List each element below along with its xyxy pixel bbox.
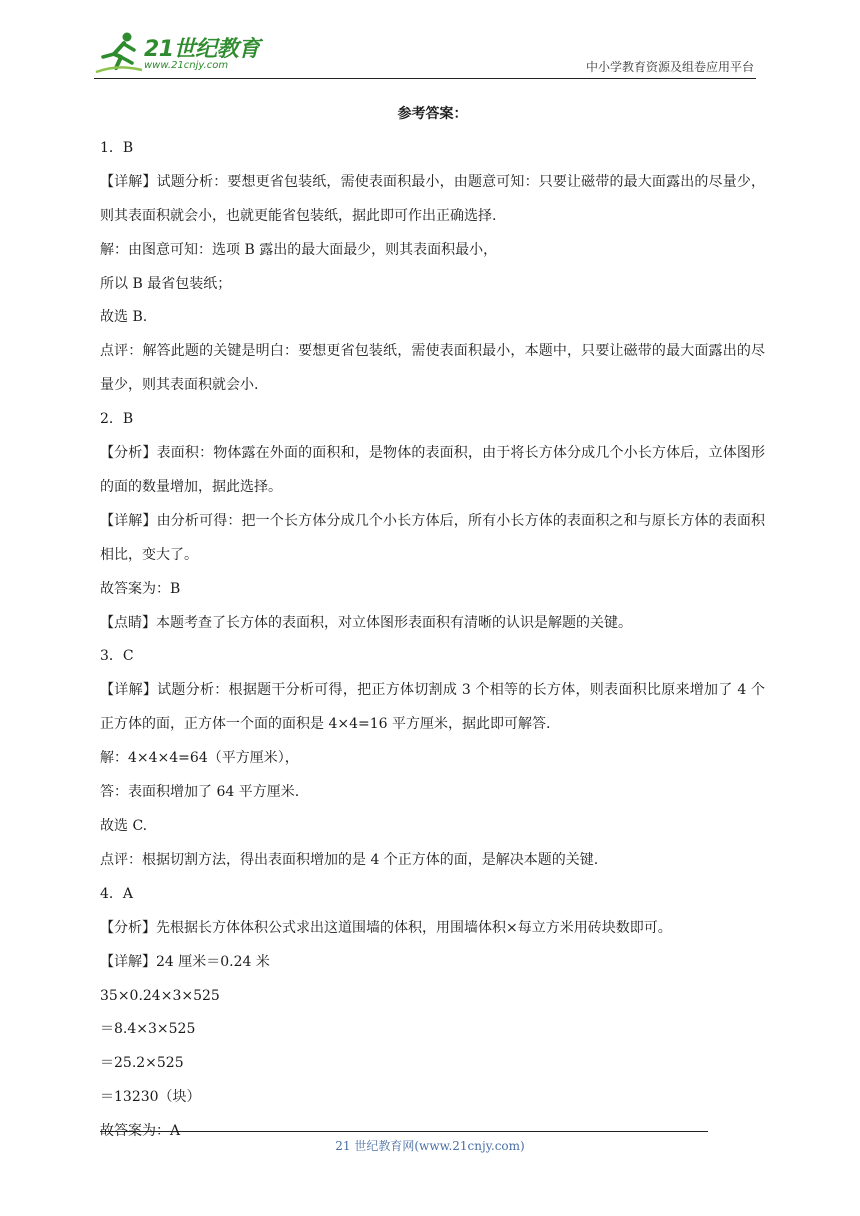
answer-line: 【分析】表面积：物体露在外面的面积和，是物体的表面积，由于将长方体分成几个小长方体后，立体图形的面的数量增加，据此选择。 [100, 445, 765, 495]
logo-brand-text: 21世纪教育 [144, 37, 260, 62]
runner-logo-icon [94, 30, 144, 76]
answer-line: 【详解】由分析可得：把一个长方体分成几个小长方体后，所有小长方体的表面积之和与原长方体的表面积相比，变大了。 [100, 512, 765, 563]
answer-line: 【点睛】本题考查了长方体的表面积，对立体图形表面积有清晰的认识是解题的关键。 [100, 614, 632, 631]
answer-line: ＝8.4×3×525 [100, 1021, 196, 1038]
answer-line: 答：表面积增加了 64 平方厘米. [100, 784, 300, 801]
answer-line: 【详解】试题分析：根据题干分析可得，把正方体切割成 3 个相等的长方体，则表面积比原来增加了 4 个正方体的面，正方体一个面的面积是 4×4=16 平方厘米，据此即可解答. [100, 682, 765, 733]
platform-name: 中小学教育资源及组卷应用平台 [585, 60, 754, 74]
footer-text: 21 世纪教育网(www.21cnjy.com) [335, 1139, 525, 1153]
answer-line: 故选 B. [100, 309, 148, 326]
answer-line: 点评：根据切割方法，得出表面积增加的是 4 个正方体的面，是解决本题的关键. [100, 851, 599, 868]
answer-line: 解：4×4×4=64（平方厘米）， [100, 750, 299, 767]
answer-line: 【详解】24 厘米＝0.24 米 [100, 953, 270, 970]
page-title: 参考答案： [397, 106, 468, 122]
answer-line: 3．C [100, 648, 134, 665]
answer-line: 【详解】试题分析：要想更省包装纸，需使表面积最小，由题意可知：只要让磁带的最大面露出的尽量少，则其表面积就会小，也就更能省包装纸，据此即可作出正确选择. [100, 173, 765, 224]
logo [94, 30, 264, 76]
answer-line: 故答案为：B [100, 580, 181, 597]
answer-content [100, 98, 765, 1149]
answer-line: 故选 C. [100, 818, 148, 835]
answer-line: 4．A [100, 885, 134, 902]
answer-line: 点评：解答此题的关键是明白：要想更省包装纸，需使表面积最小，本题中，只要让磁带的最大面露出的尽量少，则其表面积就会小. [100, 343, 765, 394]
answer-line: 解：由图意可知：选项 B 露出的最大面最少，则其表面积最小， [100, 241, 498, 258]
logo-url-text: www.21cnjy.com [144, 60, 229, 71]
answer-line: 2．B [100, 411, 134, 428]
answer-line: 所以 B 最省包装纸； [100, 275, 232, 292]
answer-line: 35×0.24×3×525 [100, 987, 220, 1004]
answer-line: 故答案为：A [100, 1123, 181, 1140]
footer-divider [100, 1131, 708, 1132]
answer-line: ＝25.2×525 [100, 1055, 184, 1072]
answer-line: ＝13230（块） [100, 1089, 201, 1106]
answer-line: 【分析】先根据长方体体积公式求出这道围墙的体积，用围墙体积×每立方米用砖块数即可。 [100, 919, 672, 936]
page-header [94, 26, 756, 79]
answer-line: 1．B [100, 139, 134, 156]
